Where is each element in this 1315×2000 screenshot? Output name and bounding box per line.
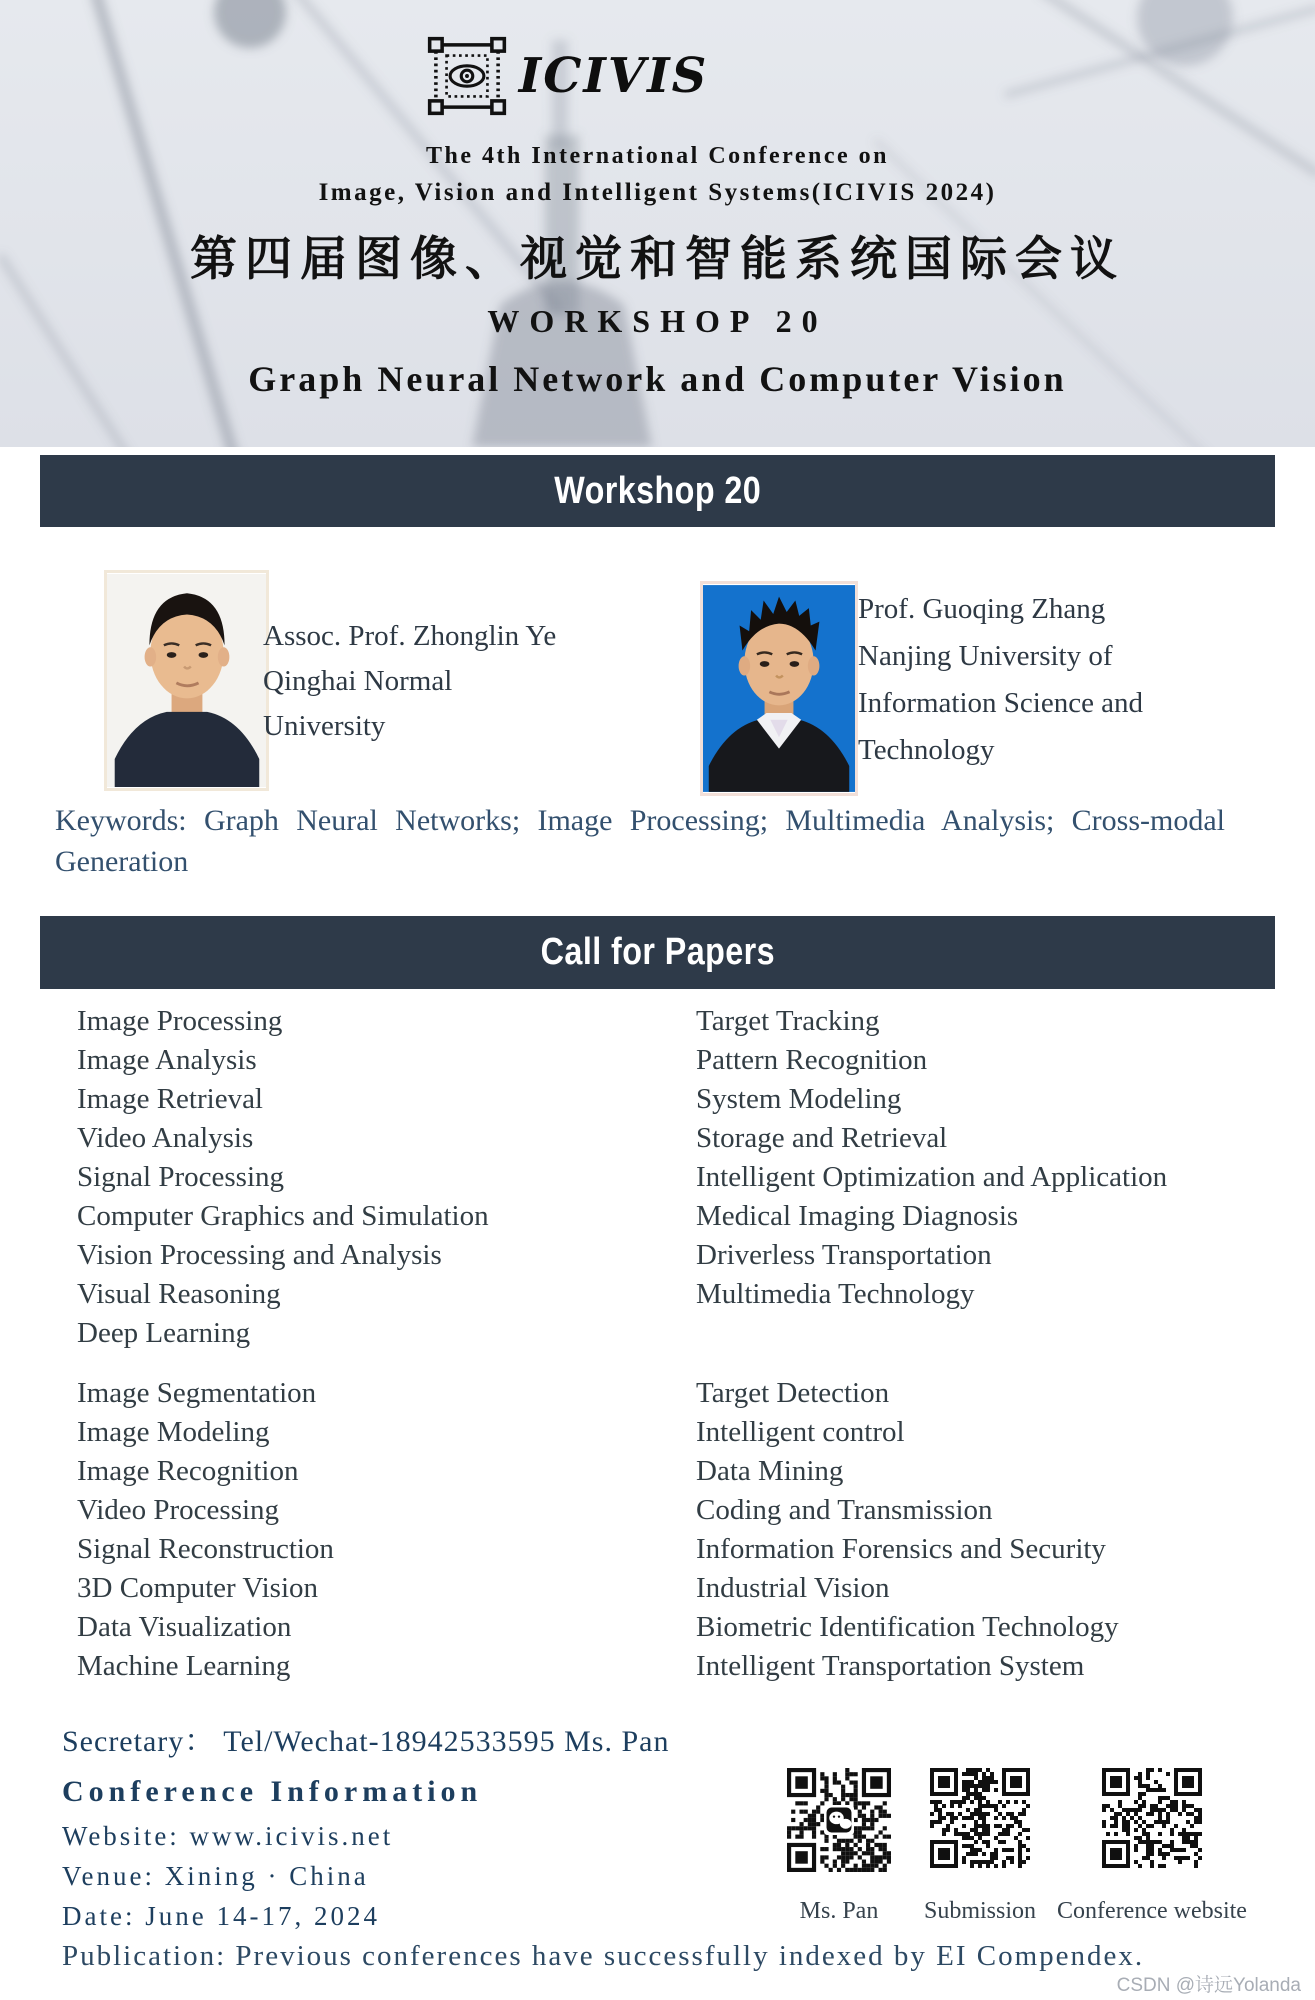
chair-photo-zhonglin-ye	[104, 570, 269, 791]
topic-item: Intelligent control	[696, 1416, 905, 1448]
topic-item: Medical Imaging Diagnosis	[696, 1200, 1019, 1232]
chair-photo-guoqing-zhang	[700, 581, 858, 796]
qr-code-wechat-icon	[787, 1768, 891, 1872]
qr-code-submission	[923, 1768, 1037, 1924]
topic-item: Deep Learning	[77, 1317, 251, 1349]
topic-item: Target Detection	[696, 1377, 890, 1409]
workshop-number-heading: WORKSHOP 20	[487, 303, 828, 339]
conference-title-line2: Image, Vision and Intelligent Systems(ICIVIS 2024)	[318, 179, 997, 206]
topic-item: Storage and Retrieval	[696, 1122, 948, 1154]
topic-item: Information Forensics and Security	[696, 1533, 1106, 1565]
topics-group2-right	[696, 1374, 1119, 1686]
website-line: Website: www.icivis.net	[62, 1821, 394, 1851]
qr-code-icon	[1102, 1768, 1202, 1868]
topic-item: Multimedia Technology	[696, 1278, 975, 1310]
icivis-logo	[0, 36, 1225, 116]
secretary-contact: Secretary： Tel/Wechat-18942533595 Ms. Pan	[62, 1725, 670, 1758]
chair-affiliation-line: University	[263, 710, 386, 742]
call-for-papers-banner	[40, 916, 1275, 989]
topic-item: Data Visualization	[77, 1611, 292, 1643]
publication-line: Publication: Previous conferences have successfully indexed by EI Compendex.	[62, 1940, 1145, 1972]
chair-info-zhonglin-ye	[263, 614, 556, 749]
qr-code-ms-pan	[787, 1768, 891, 1924]
topic-item: Signal Reconstruction	[77, 1533, 334, 1565]
logo-wordmark: ICIVIS	[518, 48, 709, 104]
topic-item: Target Tracking	[696, 1005, 880, 1037]
icivis-eye-logo-icon	[427, 36, 507, 116]
topic-item: Industrial Vision	[696, 1572, 890, 1604]
topic-item: Intelligent Optimization and Application	[696, 1161, 1168, 1193]
topic-item: Machine Learning	[77, 1650, 291, 1682]
topic-item: Image Recognition	[77, 1455, 299, 1487]
chair-affiliation-line: Qinghai Normal	[263, 665, 453, 697]
chair-affiliation-line: Nanjing University of	[858, 640, 1113, 672]
topic-item: Video Processing	[77, 1494, 280, 1526]
topics-group1-right	[696, 1002, 1167, 1314]
portrait-man-gray-background	[107, 573, 266, 788]
topic-item: Image Segmentation	[77, 1377, 317, 1409]
qr-label-submission: Submission	[923, 1898, 1037, 1924]
chair-affiliation-line: Information Science and	[858, 687, 1144, 719]
topic-item: Computer Graphics and Simulation	[77, 1200, 489, 1232]
portrait-man-blue-background	[703, 584, 855, 793]
topics-group2-left	[77, 1374, 334, 1686]
topic-item: Intelligent Transportation System	[696, 1650, 1085, 1682]
csdn-watermark: CSDN @诗远Yolanda	[1116, 1975, 1301, 1996]
venue-line: Venue: Xining · China	[62, 1861, 369, 1891]
topic-item: Pattern Recognition	[696, 1044, 928, 1076]
topic-item: Signal Processing	[77, 1161, 285, 1193]
keywords-text: Keywords: Graph Neural Networks; Image Processing; Multimedia Analysis; Cross-modal Generation	[55, 804, 1225, 878]
topic-item: Image Retrieval	[77, 1083, 263, 1115]
chair-info-guoqing-zhang	[858, 586, 1143, 774]
topic-item: System Modeling	[696, 1083, 902, 1115]
chair-affiliation-line: Technology	[858, 734, 995, 766]
qr-label-conference-website: Conference website	[1057, 1898, 1247, 1924]
workshop-banner	[40, 455, 1275, 527]
call-for-papers-label: Call for Papers	[540, 931, 775, 973]
topic-item: Driverless Transportation	[696, 1239, 992, 1271]
qr-label-ms-pan: Ms. Pan	[799, 1898, 879, 1924]
topic-item: Video Analysis	[77, 1122, 254, 1154]
topic-item: Biometric Identification Technology	[696, 1611, 1119, 1643]
qr-code-icon	[930, 1768, 1030, 1868]
header	[0, 0, 1315, 447]
chair-name: Prof. Guoqing Zhang	[858, 593, 1106, 625]
topics-group1-left	[77, 1002, 489, 1353]
chair-name: Assoc. Prof. Zhonglin Ye	[263, 620, 557, 652]
workshop-banner-label: Workshop 20	[554, 469, 761, 512]
conference-title-chinese: 第四届图像、视觉和智能系统国际会议	[190, 234, 1125, 286]
topic-item: 3D Computer Vision	[77, 1572, 319, 1604]
topic-item: Visual Reasoning	[77, 1278, 281, 1310]
topic-item: Data Mining	[696, 1455, 844, 1487]
conference-information-heading: Conference Information	[62, 1775, 483, 1808]
qr-code-conference-website	[1057, 1768, 1247, 1924]
topic-item: Image Analysis	[77, 1044, 257, 1076]
conference-title-line1: The 4th International Conference on	[425, 143, 890, 169]
date-line: Date: June 14-17, 2024	[62, 1901, 380, 1931]
workshop-topic-heading: Graph Neural Network and Computer Vision	[248, 359, 1067, 399]
topic-item: Image Modeling	[77, 1416, 270, 1448]
topic-item: Image Processing	[77, 1005, 283, 1037]
topic-item: Vision Processing and Analysis	[77, 1239, 442, 1271]
topic-item: Coding and Transmission	[696, 1494, 993, 1526]
